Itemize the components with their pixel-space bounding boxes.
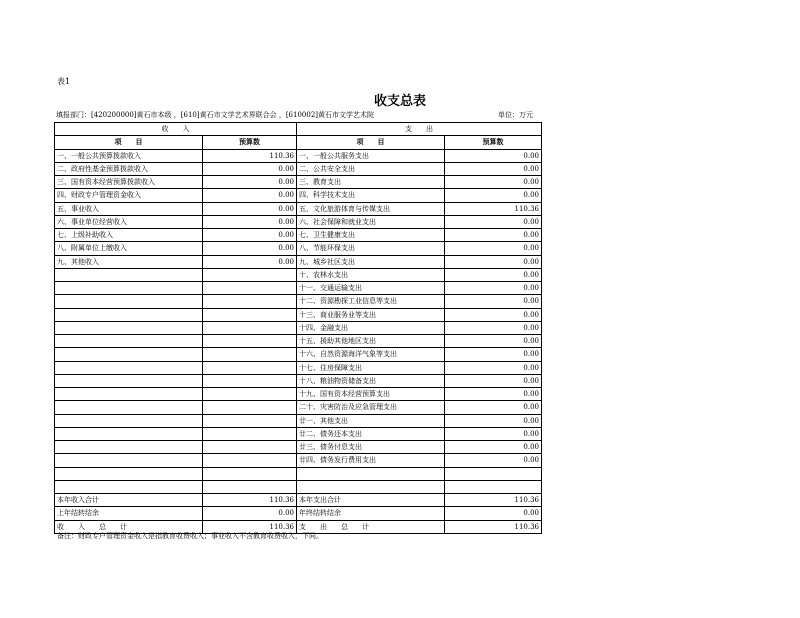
income-value-cell: 0.00 bbox=[203, 255, 297, 268]
table-row bbox=[55, 176, 542, 189]
table-row bbox=[55, 189, 542, 202]
reporting-department-line: 填报部门：[420200000]黄石市本级 ，[610]黄石市文学艺术界联合会 ，[610002]黄石市文学艺术院 bbox=[56, 111, 375, 119]
section-header-row bbox=[55, 123, 542, 136]
expense-item-header: 项 目 bbox=[297, 136, 445, 149]
expense-item-cell: 九、城乡社区支出 bbox=[297, 255, 445, 268]
page-title: 收支总表 bbox=[373, 94, 426, 109]
table-row bbox=[55, 480, 542, 493]
expense-item-cell: 十七、住房保障支出 bbox=[297, 361, 445, 374]
income-item-cell: 上年结转结余 bbox=[55, 507, 203, 520]
table-row bbox=[55, 149, 542, 162]
table-row bbox=[55, 374, 542, 387]
income-value-cell bbox=[203, 414, 297, 427]
table-row bbox=[55, 202, 542, 215]
income-value-cell: 0.00 bbox=[203, 176, 297, 189]
expense-value-cell: 0.00 bbox=[445, 215, 542, 228]
income-value-cell bbox=[203, 401, 297, 414]
expense-item-cell: 十、农林水支出 bbox=[297, 268, 445, 281]
income-item-cell bbox=[55, 348, 203, 361]
expense-item-cell: 十五、援助其他地区支出 bbox=[297, 335, 445, 348]
table-row bbox=[55, 414, 542, 427]
table-row bbox=[55, 494, 542, 507]
table-row bbox=[55, 255, 542, 268]
income-value-cell: 0.00 bbox=[203, 215, 297, 228]
expense-item-cell: 四、科学技术支出 bbox=[297, 189, 445, 202]
expense-value-cell: 0.00 bbox=[445, 321, 542, 334]
expense-value-cell: 0.00 bbox=[445, 242, 542, 255]
table-row bbox=[55, 242, 542, 255]
expense-value-cell: 0.00 bbox=[445, 335, 542, 348]
income-value-cell bbox=[203, 268, 297, 281]
expense-value-cell: 0.00 bbox=[445, 388, 542, 401]
unit-label: 单位：万元 bbox=[498, 111, 533, 119]
expense-item-cell: 年终结转结余 bbox=[297, 507, 445, 520]
income-item-cell bbox=[55, 321, 203, 334]
income-value-cell bbox=[203, 321, 297, 334]
expense-value-cell: 110.36 bbox=[445, 494, 542, 507]
income-item-cell bbox=[55, 441, 203, 454]
table-row bbox=[55, 454, 542, 467]
expense-item-cell: 廿一、其他支出 bbox=[297, 414, 445, 427]
table-row bbox=[55, 348, 542, 361]
income-item-cell bbox=[55, 361, 203, 374]
expense-value-cell: 0.00 bbox=[445, 441, 542, 454]
income-value-cell bbox=[203, 427, 297, 440]
expense-item-cell: 十二、资源勘探工业信息等支出 bbox=[297, 295, 445, 308]
expense-value-cell: 0.00 bbox=[445, 401, 542, 414]
income-item-cell: 本年收入合计 bbox=[55, 494, 203, 507]
expense-value-cell: 0.00 bbox=[445, 176, 542, 189]
expense-value-cell: 0.00 bbox=[445, 427, 542, 440]
table-row bbox=[55, 507, 542, 520]
income-value-cell bbox=[203, 480, 297, 493]
table-row bbox=[55, 388, 542, 401]
expense-value-cell bbox=[445, 467, 542, 480]
table-row bbox=[55, 321, 542, 334]
table-row bbox=[55, 467, 542, 480]
expense-value-cell: 0.00 bbox=[445, 374, 542, 387]
income-value-cell: 0.00 bbox=[203, 162, 297, 175]
expense-value-cell: 0.00 bbox=[445, 268, 542, 281]
table-row bbox=[55, 229, 542, 242]
income-item-cell: 三、国有资本经营预算拨款收入 bbox=[55, 176, 203, 189]
income-item-cell bbox=[55, 427, 203, 440]
expense-item-cell bbox=[297, 467, 445, 480]
expense-item-cell: 二十、灾害防治及应急管理支出 bbox=[297, 401, 445, 414]
expense-item-cell: 三、教育支出 bbox=[297, 176, 445, 189]
income-item-cell: 七、上级补助收入 bbox=[55, 229, 203, 242]
income-item-cell: 收 入 总 计 bbox=[55, 520, 203, 533]
expense-item-cell bbox=[297, 480, 445, 493]
table-number-label: 表1 bbox=[57, 77, 71, 86]
expense-item-cell: 廿三、债务付息支出 bbox=[297, 441, 445, 454]
table-row bbox=[55, 295, 542, 308]
income-item-cell bbox=[55, 388, 203, 401]
income-item-cell bbox=[55, 374, 203, 387]
expense-value-cell: 0.00 bbox=[445, 308, 542, 321]
expense-item-cell: 二、公共安全支出 bbox=[297, 162, 445, 175]
expense-value-cell: 0.00 bbox=[445, 454, 542, 467]
expense-value-cell: 0.00 bbox=[445, 361, 542, 374]
income-value-cell: 0.00 bbox=[203, 189, 297, 202]
income-value-cell: 110.36 bbox=[203, 494, 297, 507]
expense-item-cell: 八、节能环保支出 bbox=[297, 242, 445, 255]
income-value-cell bbox=[203, 467, 297, 480]
expense-value-cell: 110.36 bbox=[445, 202, 542, 215]
expense-header: 支 出 bbox=[297, 123, 542, 136]
expense-value-cell: 0.00 bbox=[445, 295, 542, 308]
income-item-cell: 四、财政专户管理资金收入 bbox=[55, 189, 203, 202]
income-value-cell bbox=[203, 282, 297, 295]
income-value-cell bbox=[203, 348, 297, 361]
expense-item-cell: 十九、国有资本经营预算支出 bbox=[297, 388, 445, 401]
expense-item-cell: 七、卫生健康支出 bbox=[297, 229, 445, 242]
table-row bbox=[55, 401, 542, 414]
footnote: 备注：财政专户管理资金收入是指教育收费收入；事业收入不含教育收费收入，下同。 bbox=[57, 532, 323, 540]
income-item-cell bbox=[55, 401, 203, 414]
table-row bbox=[55, 268, 542, 281]
expense-item-cell: 十一、交通运输支出 bbox=[297, 282, 445, 295]
income-item-cell: 五、事业收入 bbox=[55, 202, 203, 215]
table-row bbox=[55, 162, 542, 175]
expense-item-cell: 六、社会保障和就业支出 bbox=[297, 215, 445, 228]
income-item-cell: 六、事业单位经营收入 bbox=[55, 215, 203, 228]
income-item-header: 项 目 bbox=[55, 136, 203, 149]
income-value-cell: 0.00 bbox=[203, 202, 297, 215]
table-row bbox=[55, 441, 542, 454]
income-value-cell bbox=[203, 308, 297, 321]
expense-value-cell: 0.00 bbox=[445, 348, 542, 361]
expense-value-cell: 0.00 bbox=[445, 255, 542, 268]
expense-item-cell: 十四、金融支出 bbox=[297, 321, 445, 334]
income-item-cell: 二、政府性基金预算拨款收入 bbox=[55, 162, 203, 175]
expense-item-cell: 廿四、债务发行费用支出 bbox=[297, 454, 445, 467]
expense-value-cell: 0.00 bbox=[445, 229, 542, 242]
table-row bbox=[55, 361, 542, 374]
income-value-cell bbox=[203, 335, 297, 348]
expense-item-cell: 十八、粮油物资储备支出 bbox=[297, 374, 445, 387]
table-row bbox=[55, 282, 542, 295]
income-value-cell bbox=[203, 454, 297, 467]
income-value-cell: 110.36 bbox=[203, 520, 297, 533]
table-row bbox=[55, 215, 542, 228]
income-value-cell: 0.00 bbox=[203, 507, 297, 520]
income-item-cell: 八、附属单位上缴收入 bbox=[55, 242, 203, 255]
column-header-row bbox=[55, 136, 542, 149]
income-value-cell bbox=[203, 441, 297, 454]
expense-budget-header: 预算数 bbox=[445, 136, 542, 149]
income-header: 收 入 bbox=[55, 123, 297, 136]
income-item-cell bbox=[55, 282, 203, 295]
table-row bbox=[55, 427, 542, 440]
expense-item-cell: 一、一般公共服务支出 bbox=[297, 149, 445, 162]
income-item-cell bbox=[55, 295, 203, 308]
expense-value-cell: 0.00 bbox=[445, 189, 542, 202]
expense-value-cell: 0.00 bbox=[445, 162, 542, 175]
expense-value-cell: 0.00 bbox=[445, 282, 542, 295]
income-item-cell bbox=[55, 414, 203, 427]
expense-value-cell: 0.00 bbox=[445, 149, 542, 162]
expense-value-cell: 110.36 bbox=[445, 520, 542, 533]
income-value-cell bbox=[203, 295, 297, 308]
expense-value-cell bbox=[445, 480, 542, 493]
income-item-cell bbox=[55, 480, 203, 493]
expense-item-cell: 廿二、债务还本支出 bbox=[297, 427, 445, 440]
expense-value-cell: 0.00 bbox=[445, 414, 542, 427]
income-value-cell bbox=[203, 388, 297, 401]
income-item-cell: 九、其他收入 bbox=[55, 255, 203, 268]
expense-item-cell: 十六、自然资源海洋气象等支出 bbox=[297, 348, 445, 361]
income-item-cell bbox=[55, 308, 203, 321]
expense-item-cell: 支 出 总 计 bbox=[297, 520, 445, 533]
budget-summary-table bbox=[54, 122, 542, 534]
income-budget-header: 预算数 bbox=[203, 136, 297, 149]
income-item-cell bbox=[55, 268, 203, 281]
expense-item-cell: 本年支出合计 bbox=[297, 494, 445, 507]
income-value-cell bbox=[203, 374, 297, 387]
income-value-cell: 110.36 bbox=[203, 149, 297, 162]
income-item-cell bbox=[55, 335, 203, 348]
table-row bbox=[55, 335, 542, 348]
expense-item-cell: 十三、商业服务业等支出 bbox=[297, 308, 445, 321]
expense-item-cell: 五、文化旅游体育与传媒支出 bbox=[297, 202, 445, 215]
income-value-cell bbox=[203, 361, 297, 374]
income-item-cell: 一、一般公共预算拨款收入 bbox=[55, 149, 203, 162]
expense-value-cell: 0.00 bbox=[445, 507, 542, 520]
table-row bbox=[55, 308, 542, 321]
income-value-cell: 0.00 bbox=[203, 242, 297, 255]
income-value-cell: 0.00 bbox=[203, 229, 297, 242]
income-item-cell bbox=[55, 467, 203, 480]
income-item-cell bbox=[55, 454, 203, 467]
